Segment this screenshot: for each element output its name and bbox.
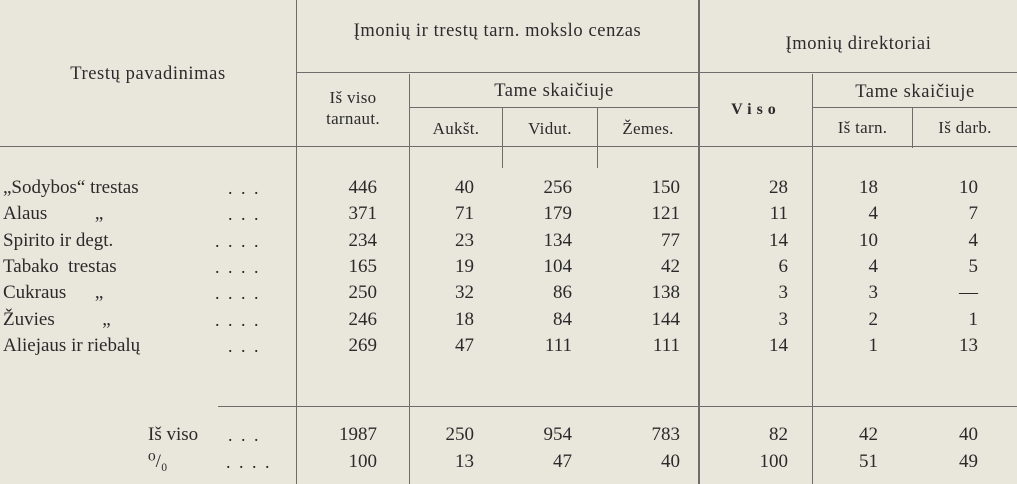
cell-is-tarn: 3: [868, 282, 878, 304]
cell-vidut: 256: [543, 177, 572, 198]
cell-aukst: 32: [455, 282, 474, 304]
cell-is-viso-tarnaut: 246: [348, 308, 377, 330]
cell-is-viso-tarnaut: 269: [348, 334, 377, 356]
cell-is-darb: 4: [968, 229, 978, 251]
cell-zemes: 111: [652, 334, 680, 356]
rule-h-header: [0, 146, 1017, 147]
row-name: Žuvies „: [3, 308, 111, 330]
row-leader-dots: . . .: [228, 178, 261, 198]
cell-is-darb: 1: [968, 308, 978, 330]
header-is-darb: Iš darb.: [938, 118, 992, 137]
table-row: [0, 228, 1017, 254]
cell-direktoriai-viso: 82: [769, 424, 788, 445]
row-leader-dots: . . . .: [215, 256, 261, 277]
cell-aukst: 71: [455, 203, 474, 225]
cell-vidut: 104: [543, 255, 572, 277]
row-leader-dots: . . . .: [215, 230, 261, 251]
table-row: [0, 307, 1017, 333]
cell-is-viso-tarnaut: 446: [348, 177, 377, 198]
cell-is-tarn: 18: [859, 177, 878, 198]
cell-direktoriai-viso: 14: [769, 334, 788, 356]
cell-zemes: 150: [651, 177, 680, 198]
rule-h-sub1: [409, 107, 698, 108]
row-name: Cukraus „: [3, 282, 104, 304]
cell-is-darb: 5: [968, 255, 978, 277]
totals-row: [0, 422, 1017, 448]
cell-vidut: 954: [543, 424, 572, 445]
header-tame-skaiciuje-2: Tame skaičiuje: [855, 82, 975, 102]
row-leader-dots: . . . .: [215, 309, 261, 330]
totals-row: [0, 449, 1017, 475]
cell-zemes: 40: [661, 451, 680, 472]
cell-zemes: 138: [651, 282, 680, 304]
cell-direktoriai-viso: 28: [769, 177, 788, 198]
header-zemes: Žemes.: [622, 119, 674, 138]
cell-aukst: 40: [455, 177, 474, 198]
table-row: [0, 333, 1017, 359]
row-leader-dots: . . . .: [226, 452, 272, 472]
row-name: Aliejaus ir riebalų: [3, 334, 141, 356]
cell-is-tarn: 2: [868, 308, 878, 330]
cell-direktoriai-viso: 100: [759, 451, 788, 472]
header-is-viso-line2: tarnaut.: [326, 109, 380, 128]
header-viso: Viso: [731, 101, 781, 118]
cell-aukst: 18: [455, 308, 474, 330]
cell-is-viso-tarnaut: 1987: [339, 424, 377, 445]
header-group-direktoriai: Įmonių direktoriai: [785, 34, 932, 54]
rule-h-sub2: [812, 107, 1017, 108]
row-leader-dots: . . .: [228, 335, 261, 356]
cell-is-tarn: 1: [868, 334, 878, 356]
header-tresto-pavadinimas: Trestų pavadinimas: [70, 64, 226, 84]
cell-aukst: 47: [455, 334, 474, 356]
cell-is-darb: 10: [959, 177, 978, 198]
header-aukst: Aukšt.: [432, 119, 480, 138]
header-tame-skaiciuje-1: Tame skaičiuje: [494, 81, 614, 101]
cell-is-darb: 49: [959, 451, 978, 472]
cell-zemes: 783: [651, 424, 680, 445]
row-leader-dots: . . .: [228, 204, 261, 225]
cell-vidut: 134: [543, 229, 572, 251]
cell-direktoriai-viso: 3: [778, 308, 788, 330]
row-name: Tabako trestas: [3, 255, 117, 277]
header-is-viso-line1: Iš viso: [329, 88, 377, 107]
row-leader-dots: . . .: [228, 425, 261, 445]
cell-zemes: 42: [661, 255, 680, 277]
rule-h-group: [296, 72, 1017, 73]
table-row: [0, 201, 1017, 227]
cell-is-viso-tarnaut: 250: [348, 282, 377, 304]
table-row: [0, 280, 1017, 306]
cell-aukst: 250: [445, 424, 474, 445]
cell-is-tarn: 10: [859, 229, 878, 251]
cell-is-darb: —: [959, 282, 978, 304]
cell-direktoriai-viso: 11: [769, 203, 788, 225]
cell-is-viso-tarnaut: 165: [348, 255, 377, 277]
row-name: Iš viso: [148, 424, 199, 445]
cell-aukst: 23: [455, 229, 474, 251]
cell-is-viso-tarnaut: 234: [348, 229, 377, 251]
cell-aukst: 19: [455, 255, 474, 277]
rule-h-totals: [218, 406, 1017, 407]
header-is-tarn: Iš tarn.: [837, 118, 888, 137]
row-name: „Sodybos“ trestas: [3, 177, 139, 198]
cell-is-darb: 7: [968, 203, 978, 225]
cell-vidut: 47: [553, 451, 572, 472]
header-group-mokslo-cenzas: Įmonių ir trestų tarn. mokslo cenzas: [353, 21, 642, 41]
cell-is-darb: 13: [959, 334, 978, 356]
cell-is-darb: 40: [959, 424, 978, 445]
cell-vidut: 179: [543, 203, 572, 225]
cell-is-tarn: 42: [859, 424, 878, 445]
row-name: Alaus „: [3, 203, 104, 225]
cell-zemes: 77: [661, 229, 680, 251]
cell-is-viso-tarnaut: 371: [348, 203, 377, 225]
cell-vidut: 86: [553, 282, 572, 304]
table-row: [0, 254, 1017, 280]
cell-direktoriai-viso: 6: [778, 255, 788, 277]
row-name: Spirito ir degt.: [3, 229, 114, 251]
cell-vidut: 84: [553, 308, 572, 330]
header-vidut: Vidut.: [528, 119, 572, 138]
cell-direktoriai-viso: 14: [769, 229, 788, 251]
cell-is-tarn: 51: [859, 451, 878, 472]
cell-is-tarn: 4: [868, 203, 878, 225]
cell-is-viso-tarnaut: 100: [348, 451, 377, 472]
cell-aukst: 13: [455, 451, 474, 472]
row-leader-dots: . . . .: [215, 283, 261, 304]
table-row: [0, 175, 1017, 201]
row-name: ⁰/₀: [148, 451, 168, 472]
cell-direktoriai-viso: 3: [778, 282, 788, 304]
cell-is-tarn: 4: [868, 255, 878, 277]
cell-zemes: 144: [651, 308, 680, 330]
cell-zemes: 121: [651, 203, 680, 225]
cell-vidut: 111: [544, 334, 572, 356]
